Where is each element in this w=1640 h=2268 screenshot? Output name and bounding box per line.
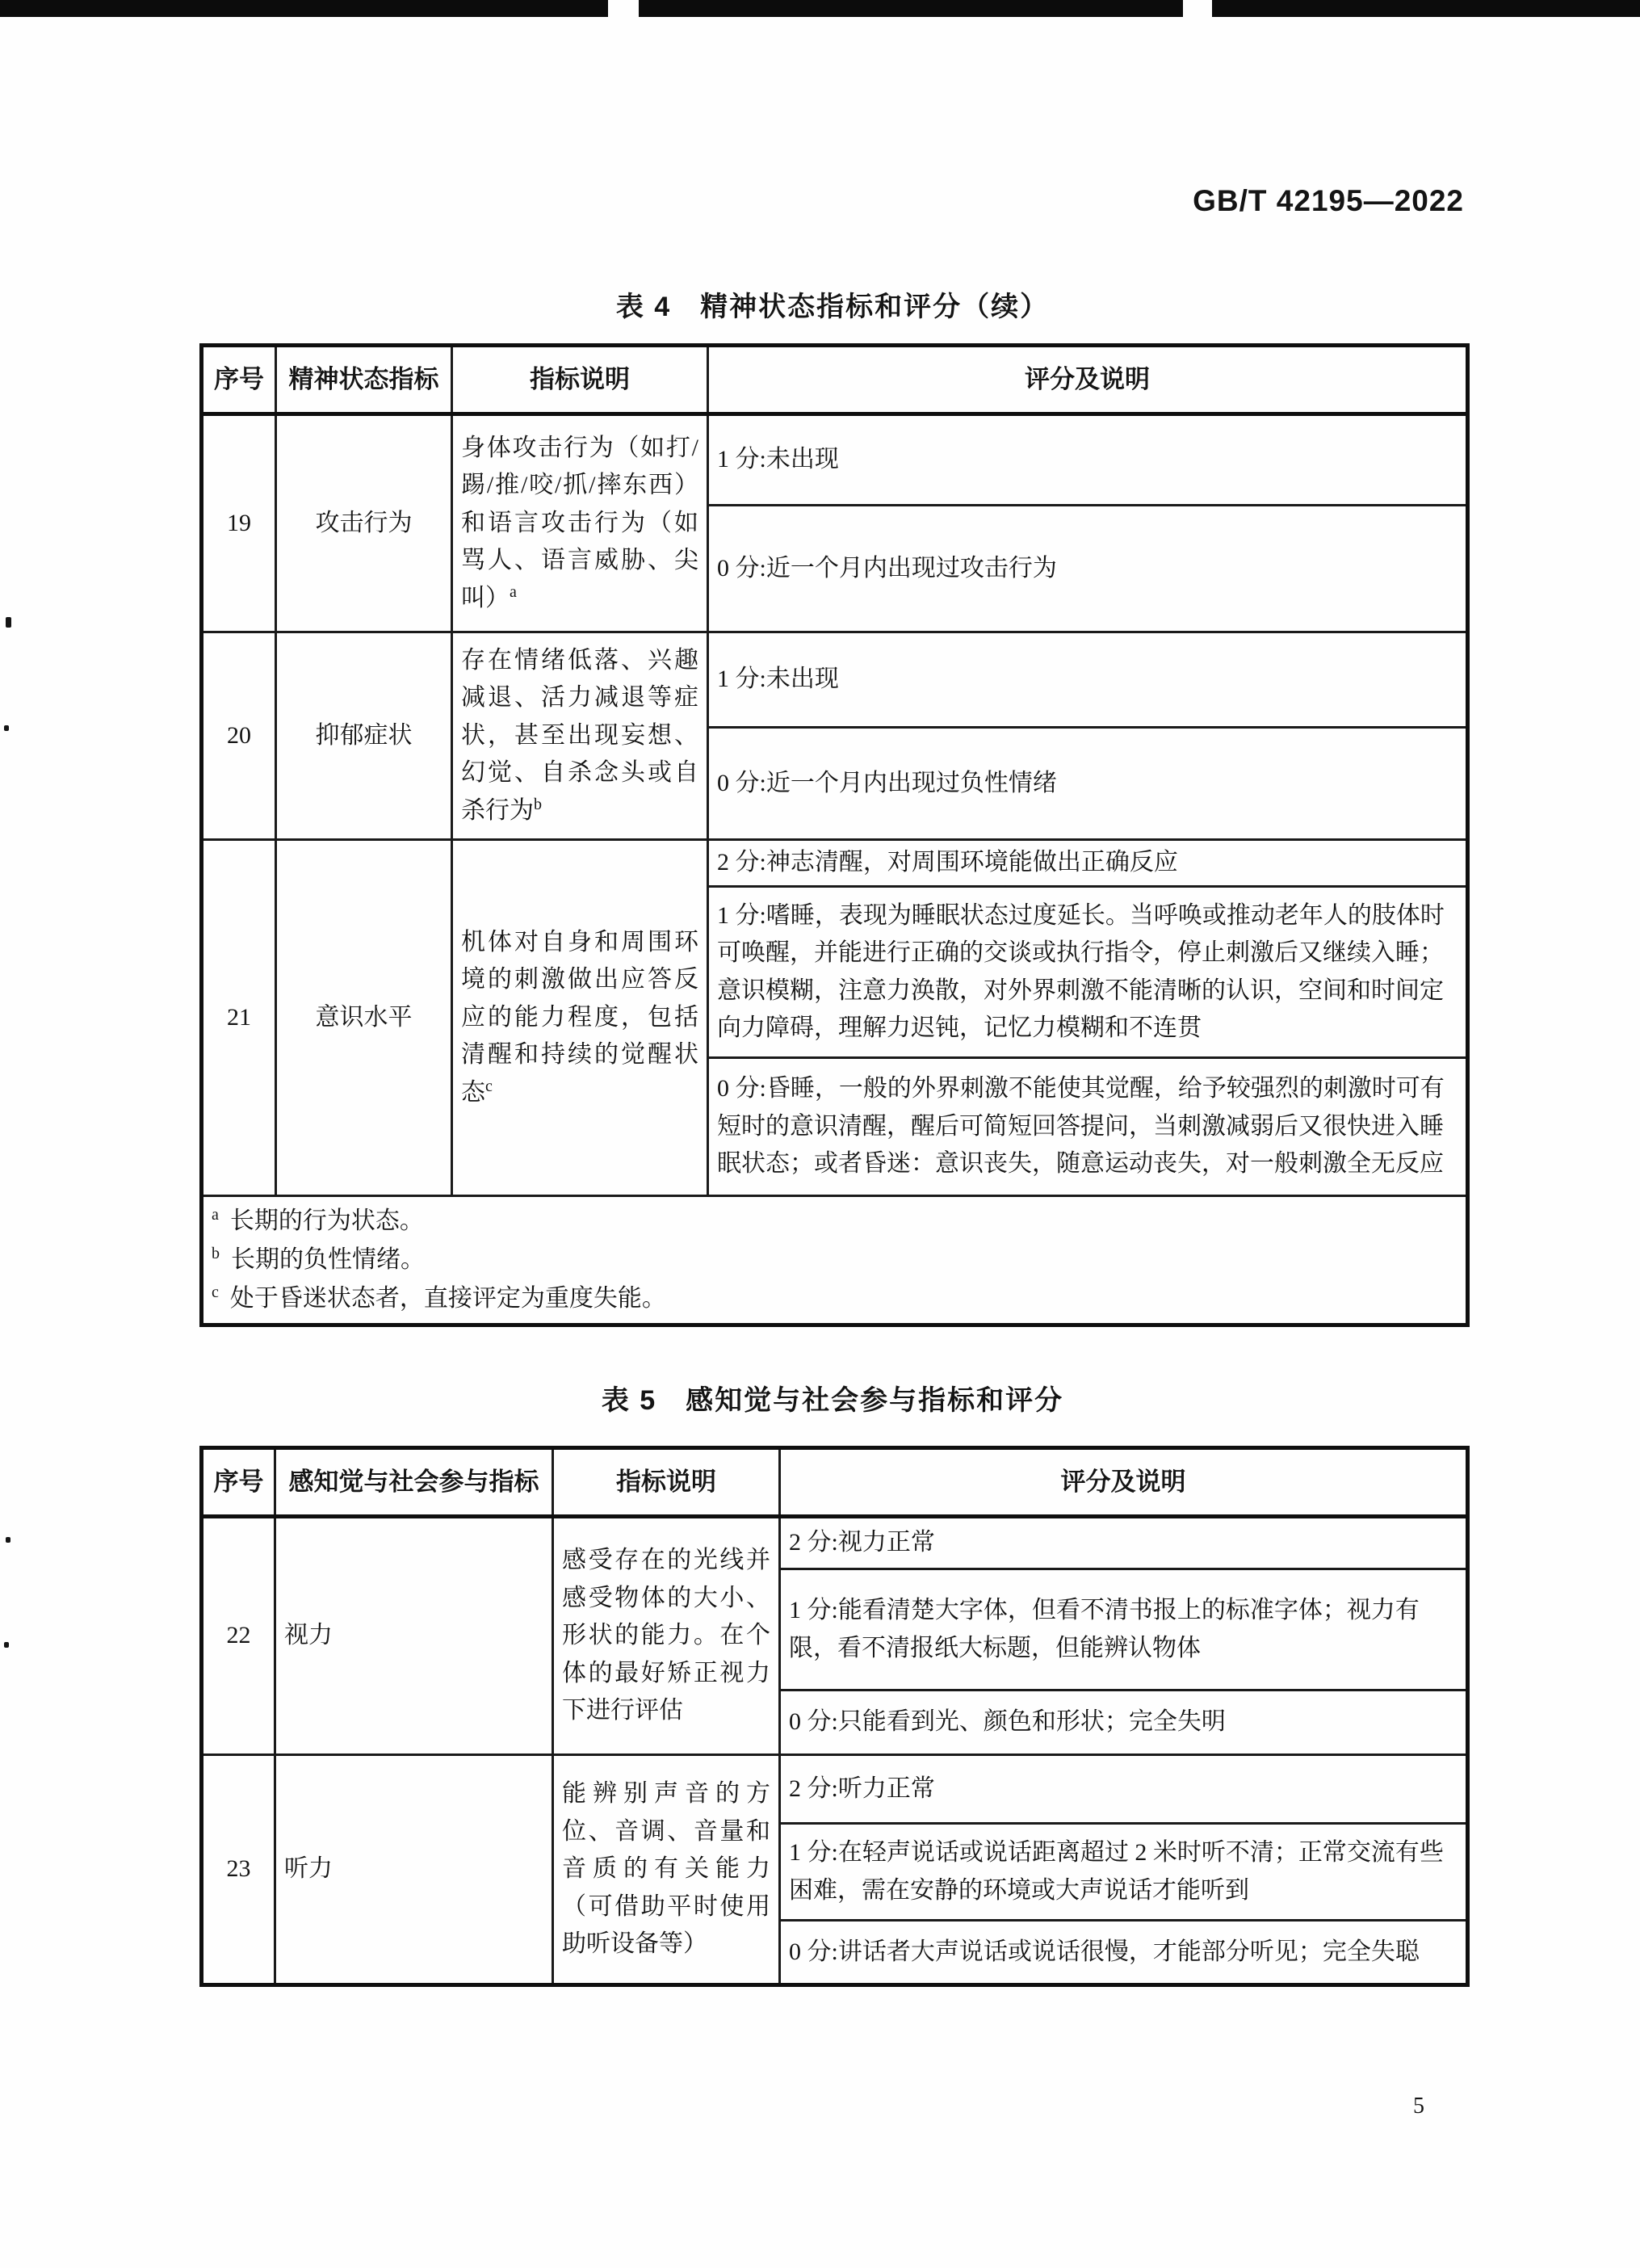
table4-mental-state-indicators bbox=[199, 343, 1470, 1327]
cell-score: 2 分:听力正常 bbox=[780, 1755, 1468, 1824]
description-text: 身体攻击行为（如打/踢/推/咬/抓/摔东西）和语言攻击行为（如骂人、语言威胁、尖叫） bbox=[461, 434, 698, 611]
footnote-row bbox=[202, 1196, 1468, 1325]
cell-score: 1 分:未出现 bbox=[708, 414, 1468, 506]
description-text: 机体对自身和周围环境的刺激做出应答反应的能力程度，包括清醒和持续的觉醒状态 bbox=[461, 928, 698, 1106]
cell-seq: 23 bbox=[202, 1755, 275, 1985]
cell-score: 0 分:近一个月内出现过攻击行为 bbox=[708, 506, 1468, 632]
col-header-seq: 序号 bbox=[202, 1448, 275, 1517]
table-row bbox=[202, 1517, 1468, 1569]
cell-score: 0 分:讲话者大声说话或说话很慢，才能部分听见；完全失聪 bbox=[780, 1921, 1468, 1985]
description-text: 能辨别声音的方位、音调、音量和音质的有关能力（可借助平时使用助听设备等） bbox=[562, 1780, 770, 1958]
footnote-ref: c bbox=[485, 1077, 493, 1095]
cell-score: 2 分:神志清醒，对周围环境能做出正确反应 bbox=[708, 840, 1468, 887]
scan-speck bbox=[6, 617, 11, 628]
cell-description bbox=[452, 414, 708, 632]
footnote-ref: a bbox=[510, 582, 517, 601]
page-number: 5 bbox=[1413, 2094, 1424, 2119]
scan-speck bbox=[4, 725, 9, 731]
footnote-ref: b bbox=[534, 795, 542, 813]
col-header-description: 指标说明 bbox=[553, 1448, 780, 1517]
col-header-seq: 序号 bbox=[202, 346, 276, 414]
col-header-description: 指标说明 bbox=[452, 346, 708, 414]
cell-score: 2 分:视力正常 bbox=[780, 1517, 1468, 1569]
cell-seq: 19 bbox=[202, 414, 276, 632]
col-header-indicator: 感知觉与社会参与指标 bbox=[275, 1448, 553, 1517]
footnote-line bbox=[212, 1202, 1458, 1241]
cell-indicator: 意识水平 bbox=[276, 840, 452, 1196]
scan-top-border bbox=[0, 0, 1640, 17]
table4-title: 表 4 精神状态指标和评分（续） bbox=[615, 292, 1050, 322]
cell-score: 1 分:能看清楚大字体，但看不清书报上的标准字体；视力有限，看不清报纸大标题，但能辨认物体 bbox=[780, 1569, 1468, 1690]
footnote-marker: a bbox=[212, 1206, 219, 1224]
footnote-line bbox=[212, 1241, 1458, 1279]
table5-title: 表 5 感知觉与社会参与指标和评分 bbox=[601, 1385, 1064, 1416]
cell-description bbox=[452, 840, 708, 1196]
col-header-scoring: 评分及说明 bbox=[708, 346, 1468, 414]
cell-score: 0 分:只能看到光、颜色和形状；完全失明 bbox=[780, 1690, 1468, 1755]
standard-code-header: GB/T 42195—2022 bbox=[1193, 184, 1464, 217]
table-row bbox=[202, 840, 1468, 887]
cell-indicator: 抑郁症状 bbox=[276, 632, 452, 840]
table4-header-row bbox=[202, 346, 1468, 414]
footnote-line bbox=[212, 1279, 1458, 1318]
footnote-marker: b bbox=[212, 1245, 220, 1262]
scan-speck bbox=[4, 1642, 9, 1648]
cell-score: 1 分:未出现 bbox=[708, 632, 1468, 728]
cell-seq: 22 bbox=[202, 1517, 275, 1755]
table5-perception-participation-indicators bbox=[199, 1446, 1470, 1987]
footnote-marker: c bbox=[212, 1283, 219, 1301]
footnote-text: 处于昏迷状态者，直接评定为重度失能。 bbox=[229, 1285, 666, 1312]
cell-score: 1 分:在轻声说话或说话距离超过 2 米时听不清；正常交流有些困难，需在安静的环境或大声说话才能听到 bbox=[780, 1824, 1468, 1921]
cell-indicator: 攻击行为 bbox=[276, 414, 452, 632]
scan-speck bbox=[6, 1537, 10, 1543]
table5-header-row bbox=[202, 1448, 1468, 1517]
description-text: 感受存在的光线并感受物体的大小、形状的能力。在个体的最好矫正视力下进行评估 bbox=[562, 1547, 770, 1724]
footnote-text: 长期的负性情绪。 bbox=[231, 1246, 425, 1273]
cell-seq: 20 bbox=[202, 632, 276, 840]
col-header-scoring: 评分及说明 bbox=[780, 1448, 1468, 1517]
scan-gap bbox=[1183, 0, 1212, 17]
table-row bbox=[202, 414, 1468, 506]
cell-score: 0 分:昏睡，一般的外界刺激不能使其觉醒，给予较强烈的刺激时可有短时的意识清醒，醒后可简短回答提问，当刺激减弱后又很快进入睡眠状态；或者昏迷：意识丧失，随意运动丧失，对一般刺激全无反应 bbox=[708, 1058, 1468, 1196]
cell-description bbox=[553, 1517, 780, 1755]
col-header-indicator: 精神状态指标 bbox=[276, 346, 452, 414]
cell-description bbox=[553, 1755, 780, 1985]
cell-description bbox=[452, 632, 708, 840]
description-text: 存在情绪低落、兴趣减退、活力减退等症状，甚至出现妄想、幻觉、自杀念头或自杀行为 bbox=[461, 646, 698, 824]
cell-footnotes bbox=[202, 1196, 1468, 1325]
cell-score: 0 分:近一个月内出现过负性情绪 bbox=[708, 728, 1468, 840]
footnote-text: 长期的行为状态。 bbox=[229, 1208, 424, 1234]
table-row bbox=[202, 632, 1468, 728]
table-row bbox=[202, 1755, 1468, 1824]
cell-score: 1 分:嗜睡，表现为睡眠状态过度延长。当呼唤或推动老年人的肢体时可唤醒，并能进行正确的交谈或执行指令，停止刺激后又继续入睡；意识模糊，注意力涣散，对外界刺激不能清晰的认识，空间和时间定向力障碍，理解力迟钝，记忆力模糊和不连贯 bbox=[708, 887, 1468, 1058]
cell-indicator: 听力 bbox=[275, 1755, 553, 1985]
cell-seq: 21 bbox=[202, 840, 276, 1196]
cell-indicator: 视力 bbox=[275, 1517, 553, 1755]
scan-gap bbox=[608, 0, 639, 17]
